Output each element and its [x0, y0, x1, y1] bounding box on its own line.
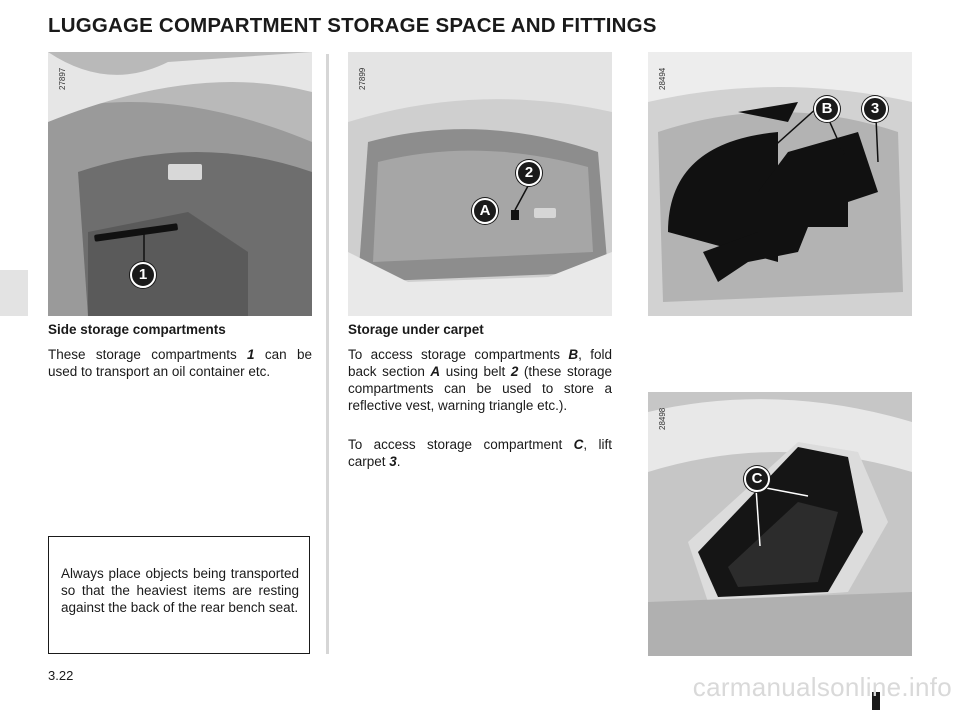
- text-run: using belt: [440, 364, 511, 379]
- photo-code: 28494: [658, 67, 667, 90]
- carpet-storage-paragraph-2: [348, 436, 612, 470]
- text-run: , lift carpet: [348, 437, 612, 469]
- callout-C: C: [744, 466, 770, 492]
- photo-side-storage: [48, 52, 312, 316]
- callout-2: 2: [516, 160, 542, 186]
- photo-code: 27899: [358, 67, 367, 90]
- photo-storage-b: [648, 52, 912, 316]
- warning-note-box: [48, 536, 310, 654]
- text-run: , fold back section: [348, 347, 612, 379]
- callout-A: A: [472, 198, 498, 224]
- photo-storage-b-illustration: [648, 52, 912, 316]
- ref-3: 3: [389, 454, 397, 469]
- carpet-storage-paragraph-1: [348, 346, 612, 414]
- ref-C: C: [573, 437, 584, 452]
- watermark[interactable]: carmanualsonline.info: [692, 672, 952, 702]
- text-run: To access storage compartments: [348, 347, 569, 362]
- text-run: can be used to transport an oil container etc.: [48, 347, 312, 379]
- photo-storage-c-illustration: [648, 392, 912, 656]
- callout-3: 3: [862, 96, 888, 122]
- side-storage-paragraph: [48, 346, 312, 380]
- page-number: 3.22: [48, 668, 74, 683]
- side-storage-heading: Side storage compartments: [48, 322, 226, 337]
- ref-A: A: [430, 364, 441, 379]
- column-divider: [326, 54, 329, 654]
- callout-1: 1: [130, 262, 156, 288]
- ref-1: 1: [247, 347, 255, 362]
- ref-2: 2: [510, 364, 519, 379]
- text-run: These storage compartments: [48, 347, 248, 362]
- photo-code: 28498: [658, 407, 667, 430]
- photo-carpet-storage: [348, 52, 612, 316]
- callout-B: B: [814, 96, 840, 122]
- ref-B: B: [568, 347, 579, 362]
- photo-storage-c: [648, 392, 912, 656]
- text-run: .: [396, 454, 401, 469]
- warning-note-text: Always place objects being transported so that the heaviest items are resting against the back of the rear bench seat.: [61, 566, 299, 615]
- photo-carpet-storage-illustration: [348, 52, 612, 316]
- photo-code: 27897: [58, 67, 67, 90]
- chapter-tab: [0, 270, 28, 316]
- photo-side-storage-illustration: [48, 52, 312, 316]
- text-run: To access storage compartment: [348, 437, 574, 452]
- page-title: LUGGAGE COMPARTMENT STORAGE SPACE AND FITTINGS: [48, 14, 657, 37]
- text-run: (these storage compartments can be used to store a reflective vest, warning triangle etc.).: [348, 364, 612, 413]
- carpet-storage-heading: Storage under carpet: [348, 322, 484, 337]
